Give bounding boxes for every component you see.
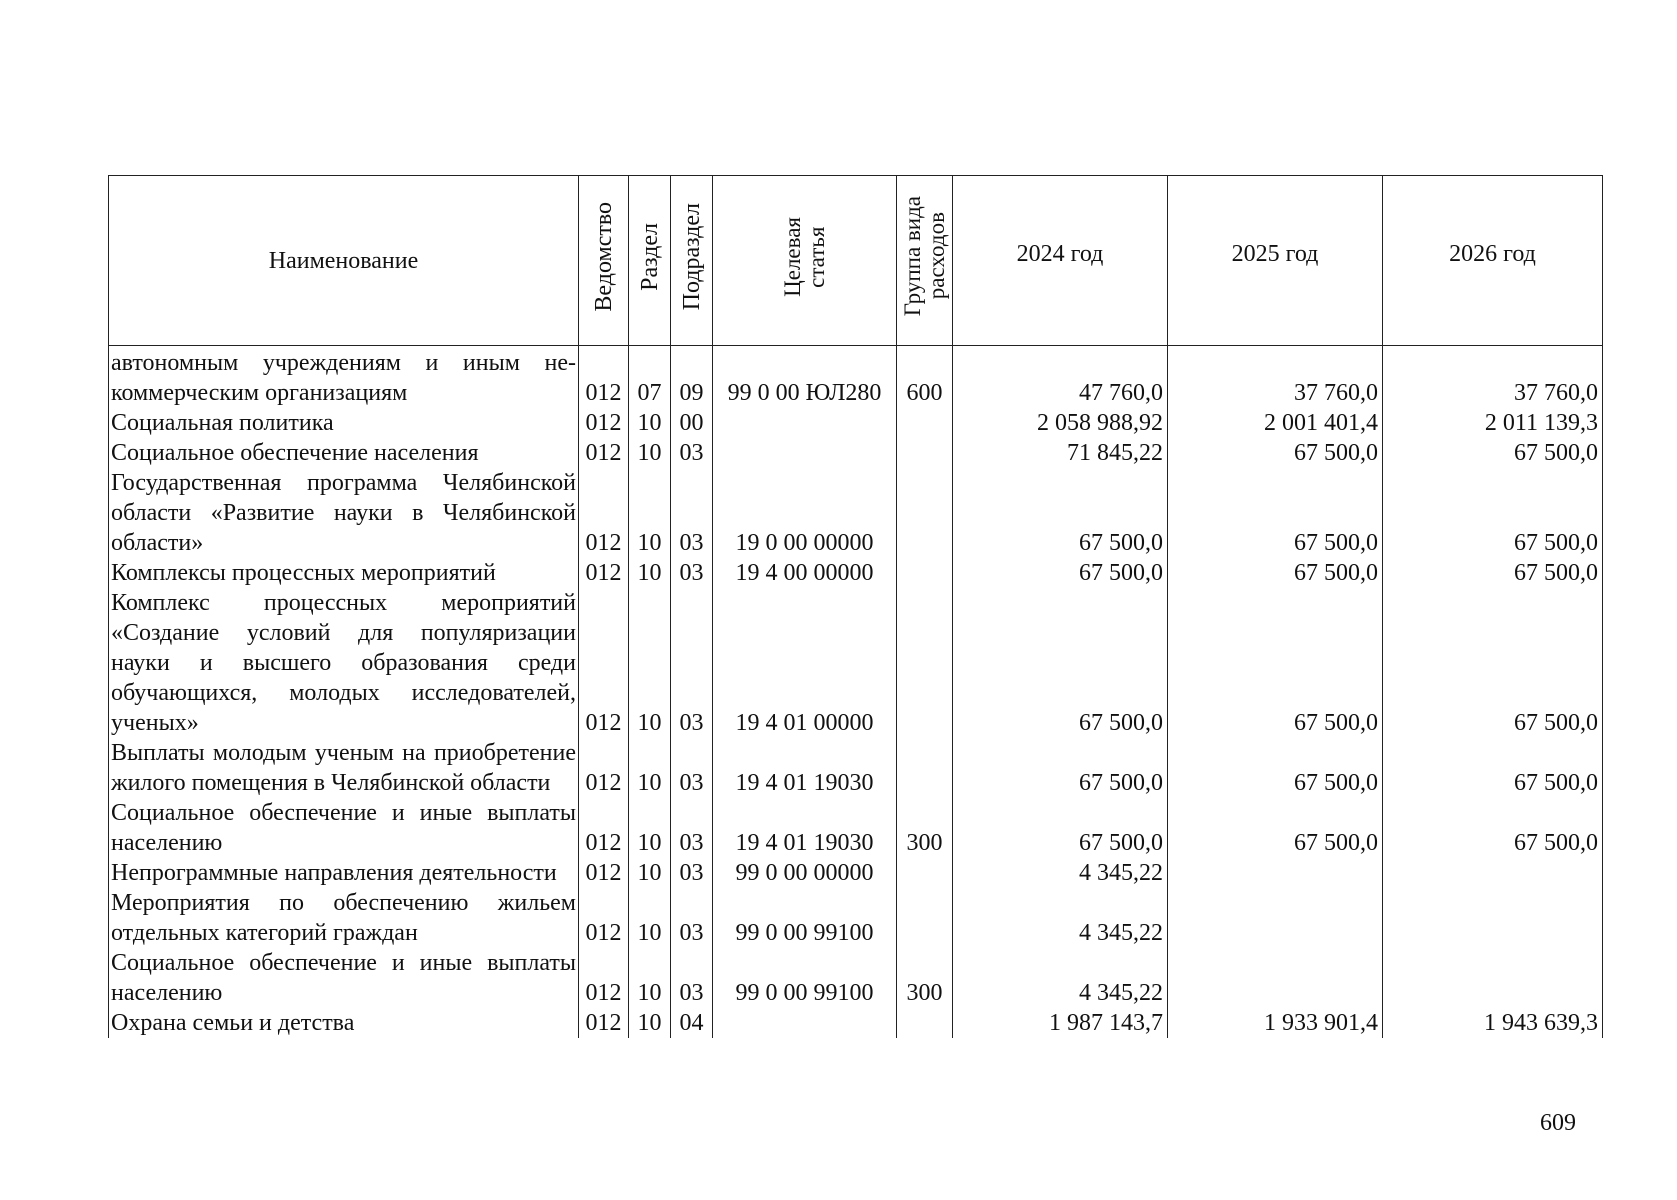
row-ved: 012 <box>579 558 629 588</box>
row-2026: 67 500,0 <box>1383 558 1603 588</box>
row-2026 <box>1383 948 1603 1008</box>
row-ved: 012 <box>579 588 629 738</box>
row-name: Охрана семьи и детства <box>109 1008 579 1038</box>
row-cel: 19 4 01 19030 <box>713 738 897 798</box>
row-raz: 10 <box>629 588 671 738</box>
header-celevaya-line2: статья <box>803 225 829 288</box>
table-row <box>109 738 1603 798</box>
row-2025: 37 760,0 <box>1168 346 1383 409</box>
header-podrazdel-label: Подраздел <box>678 202 705 311</box>
row-grp <box>897 558 953 588</box>
header-year-2024: 2024 год <box>953 176 1168 346</box>
row-2024: 67 500,0 <box>953 558 1168 588</box>
row-name: Мероприятия по обеспечению жильем отдельных категорий граждан <box>109 888 579 948</box>
row-2025 <box>1168 888 1383 948</box>
row-ved: 012 <box>579 468 629 558</box>
budget-table <box>108 175 1603 1038</box>
row-raz: 10 <box>629 468 671 558</box>
row-raz: 10 <box>629 558 671 588</box>
row-raz: 10 <box>629 1008 671 1038</box>
row-ved: 012 <box>579 1008 629 1038</box>
row-ved: 012 <box>579 858 629 888</box>
table-row <box>109 798 1603 858</box>
row-2024: 67 500,0 <box>953 798 1168 858</box>
header-gruppa-line1: Группа вида <box>899 196 925 317</box>
row-name: Государственная программа Челябинской области «Развитие науки в Челябинской области» <box>109 468 579 558</box>
row-name: Комплексы процессных мероприятий <box>109 558 579 588</box>
table-row <box>109 346 1603 409</box>
row-name: Непрограммные направления деятельности <box>109 858 579 888</box>
row-grp <box>897 738 953 798</box>
row-2024: 4 345,22 <box>953 948 1168 1008</box>
row-name: Социальное обеспечение и иные выплаты населению <box>109 948 579 1008</box>
row-2026: 67 500,0 <box>1383 438 1603 468</box>
row-cel: 19 4 00 00000 <box>713 558 897 588</box>
row-2024: 67 500,0 <box>953 588 1168 738</box>
row-grp <box>897 1008 953 1038</box>
table-row <box>109 858 1603 888</box>
row-pod: 03 <box>671 438 713 468</box>
row-cel: 99 0 00 99100 <box>713 948 897 1008</box>
header-year-2026: 2026 год <box>1383 176 1603 346</box>
header-year-2025: 2025 год <box>1168 176 1383 346</box>
row-name: автономным учреждениям и иным некоммерческим организациям <box>109 346 579 409</box>
row-name: Социальное обеспечение и иные выплаты населению <box>109 798 579 858</box>
row-grp <box>897 858 953 888</box>
row-2025: 67 500,0 <box>1168 558 1383 588</box>
table-row <box>109 888 1603 948</box>
row-name: Выплаты молодым ученым на приобретение жилого помещения в Челябинской области <box>109 738 579 798</box>
row-2024: 67 500,0 <box>953 738 1168 798</box>
row-grp <box>897 468 953 558</box>
header-vedomstvo-label: Ведомство <box>590 201 617 312</box>
row-pod: 03 <box>671 798 713 858</box>
row-grp <box>897 408 953 438</box>
row-raz: 10 <box>629 438 671 468</box>
header-gruppa-label <box>901 196 949 316</box>
row-grp <box>897 588 953 738</box>
row-2026: 1 943 639,3 <box>1383 1008 1603 1038</box>
row-name: Социальное обеспечение населения <box>109 438 579 468</box>
table-row <box>109 438 1603 468</box>
row-cel: 19 0 00 00000 <box>713 468 897 558</box>
row-pod: 03 <box>671 888 713 948</box>
header-celevaya <box>713 176 897 346</box>
row-pod: 03 <box>671 948 713 1008</box>
table-header-row <box>109 176 1603 346</box>
row-cel: 99 0 00 00000 <box>713 858 897 888</box>
row-cel <box>713 408 897 438</box>
budget-sheet <box>108 175 1602 1038</box>
table-row <box>109 408 1603 438</box>
row-raz: 10 <box>629 738 671 798</box>
row-2024: 71 845,22 <box>953 438 1168 468</box>
row-2025: 1 933 901,4 <box>1168 1008 1383 1038</box>
row-2026 <box>1383 858 1603 888</box>
row-ved: 012 <box>579 346 629 409</box>
header-podrazdel <box>671 176 713 346</box>
row-cel: 99 0 00 ЮЛ280 <box>713 346 897 409</box>
row-raz: 10 <box>629 858 671 888</box>
table-row <box>109 468 1603 558</box>
row-ved: 012 <box>579 738 629 798</box>
header-razdel <box>629 176 671 346</box>
row-ved: 012 <box>579 798 629 858</box>
row-raz: 10 <box>629 948 671 1008</box>
row-pod: 00 <box>671 408 713 438</box>
row-2026: 37 760,0 <box>1383 346 1603 409</box>
row-grp: 300 <box>897 798 953 858</box>
row-2025: 67 500,0 <box>1168 588 1383 738</box>
row-pod: 03 <box>671 468 713 558</box>
header-name: Наименование <box>109 176 579 346</box>
row-grp <box>897 438 953 468</box>
row-pod: 03 <box>671 738 713 798</box>
row-grp: 300 <box>897 948 953 1008</box>
table-row <box>109 588 1603 738</box>
row-grp: 600 <box>897 346 953 409</box>
header-gruppa <box>897 176 953 346</box>
row-pod: 09 <box>671 346 713 409</box>
row-2024: 2 058 988,92 <box>953 408 1168 438</box>
header-razdel-label: Раздел <box>636 222 663 291</box>
row-2026: 67 500,0 <box>1383 468 1603 558</box>
row-2025: 67 500,0 <box>1168 738 1383 798</box>
row-name: Социальная политика <box>109 408 579 438</box>
row-2026: 67 500,0 <box>1383 588 1603 738</box>
row-2024: 67 500,0 <box>953 468 1168 558</box>
row-raz: 10 <box>629 888 671 948</box>
header-gruppa-line2: расходов <box>923 212 949 301</box>
row-cel: 99 0 00 99100 <box>713 888 897 948</box>
header-celevaya-line1: Целевая <box>779 216 805 297</box>
row-raz: 07 <box>629 346 671 409</box>
header-celevaya-label <box>781 217 829 297</box>
row-2026 <box>1383 888 1603 948</box>
row-ved: 012 <box>579 888 629 948</box>
row-cel: 19 4 01 00000 <box>713 588 897 738</box>
table-row <box>109 1008 1603 1038</box>
row-cel <box>713 1008 897 1038</box>
row-pod: 04 <box>671 1008 713 1038</box>
row-2025: 67 500,0 <box>1168 468 1383 558</box>
row-2026: 67 500,0 <box>1383 798 1603 858</box>
header-vedomstvo <box>579 176 629 346</box>
row-2026: 2 011 139,3 <box>1383 408 1603 438</box>
row-raz: 10 <box>629 798 671 858</box>
row-raz: 10 <box>629 408 671 438</box>
row-pod: 03 <box>671 858 713 888</box>
row-2024: 4 345,22 <box>953 858 1168 888</box>
row-ved: 012 <box>579 408 629 438</box>
row-2025: 67 500,0 <box>1168 438 1383 468</box>
row-pod: 03 <box>671 588 713 738</box>
row-2025: 67 500,0 <box>1168 798 1383 858</box>
row-2025 <box>1168 858 1383 888</box>
row-grp <box>897 888 953 948</box>
row-2024: 1 987 143,7 <box>953 1008 1168 1038</box>
row-cel: 19 4 01 19030 <box>713 798 897 858</box>
table-row <box>109 558 1603 588</box>
row-ved: 012 <box>579 438 629 468</box>
row-cel <box>713 438 897 468</box>
row-2024: 47 760,0 <box>953 346 1168 409</box>
page-number: 609 <box>1540 1110 1576 1136</box>
row-ved: 012 <box>579 948 629 1008</box>
table-row <box>109 948 1603 1008</box>
row-2024: 4 345,22 <box>953 888 1168 948</box>
row-2025: 2 001 401,4 <box>1168 408 1383 438</box>
row-pod: 03 <box>671 558 713 588</box>
row-2026: 67 500,0 <box>1383 738 1603 798</box>
row-name: Комплекс процессных мероприятий «Создание условий для популяризации науки и высшего образования среди обучающихся, молодых исследователей, ученых» <box>109 588 579 738</box>
row-2025 <box>1168 948 1383 1008</box>
